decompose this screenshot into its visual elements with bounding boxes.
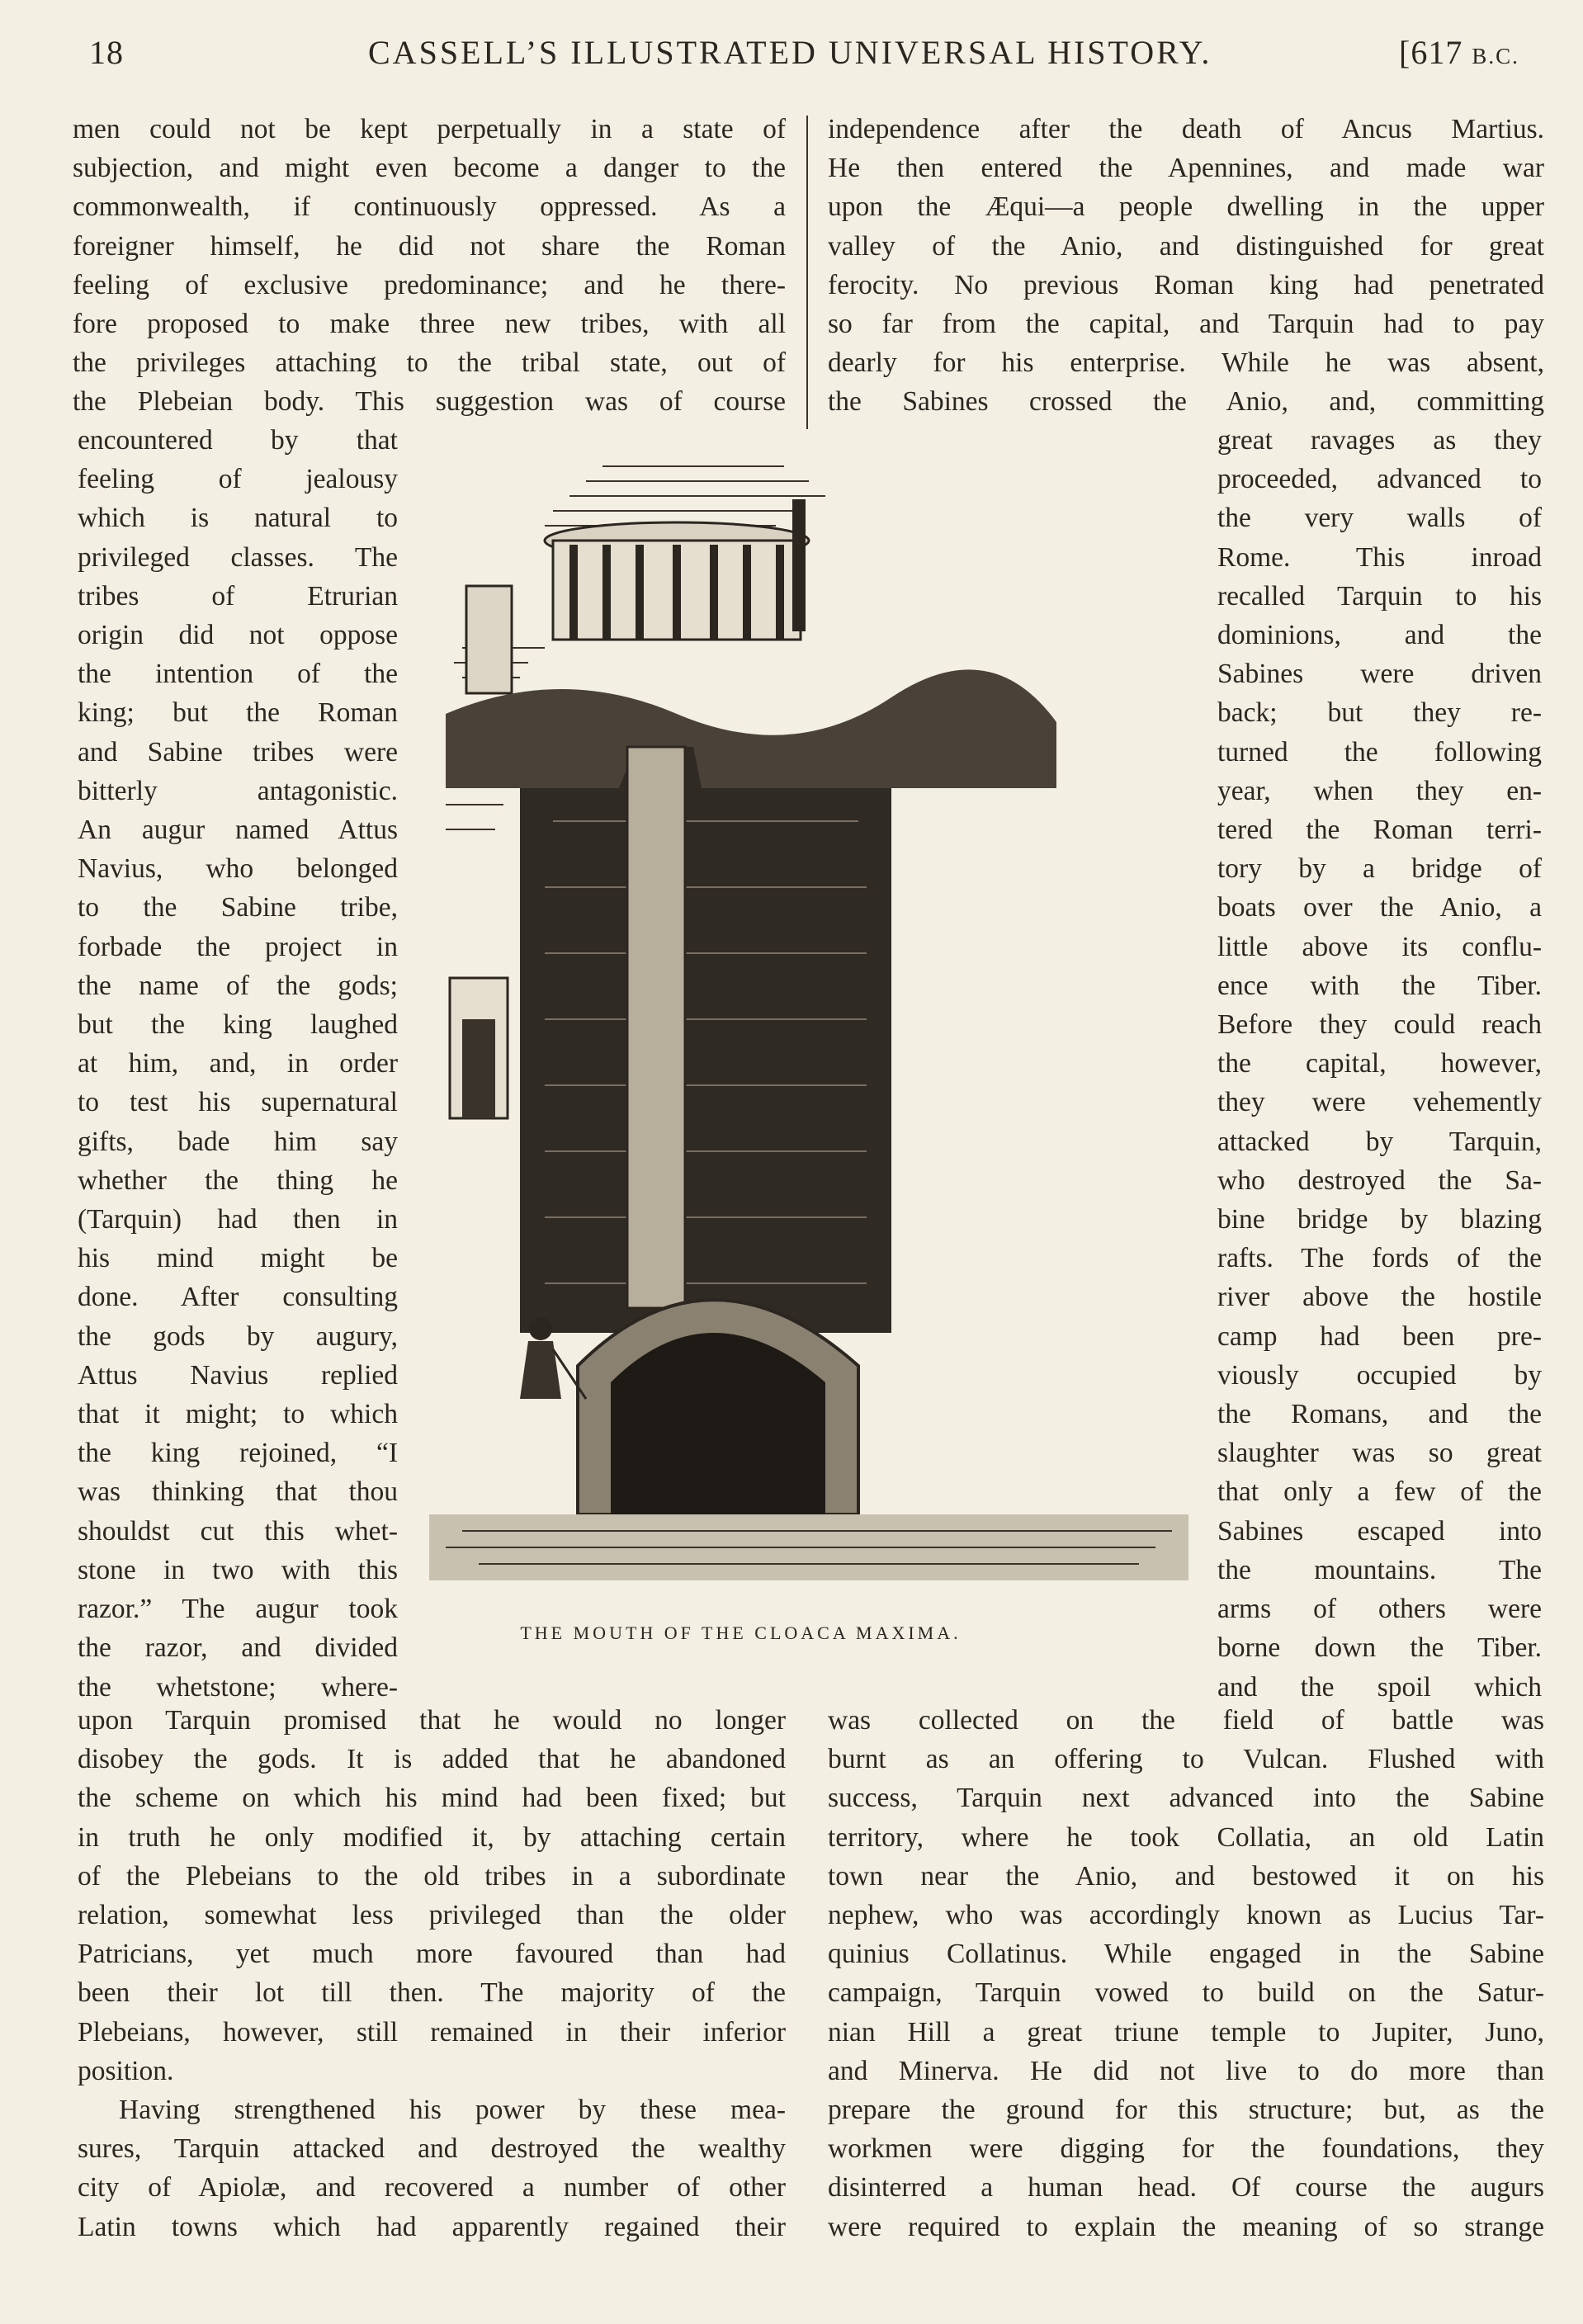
text-line: He then entered the Apennines, and made war [828,153,1544,184]
text-line: who destroyed the Sa- [1217,1164,1542,1196]
text-line: the scheme on which his mind had been fixed; but [78,1783,786,1814]
text-line: subjection, and might even become a danger to the [73,153,786,184]
text-line: men could not be kept perpetually in a state of [73,114,786,144]
text-line: territory, where he took Collatia, an old Latin [828,1821,1544,1853]
text-line: encountered by that [78,425,398,456]
text-line: the Romans, and the [1217,1399,1542,1430]
text-line: feeling of jealousy [78,464,398,495]
text-line: quinius Collatinus. While engaged in the Sabine [828,1939,1544,1970]
text-line: nian Hill a great triune temple to Jupiter, Juno, [828,2016,1544,2048]
text-line: turned the following [1217,736,1542,768]
text-line: so far from the capital, and Tarquin had to pay [828,309,1544,340]
text-line: little above its conflu- [1217,931,1542,962]
text-line: to test his supernatural [78,1087,398,1118]
text-line: that only a few of the [1217,1476,1542,1508]
cloaca-maxima-engraving [429,442,1188,1601]
text-line: prepare the ground for this structure; but, as the [828,2095,1544,2126]
text-line: bitterly antagonistic. [78,775,398,806]
left-column-narrow [78,421,398,1707]
text-line: fore proposed to make three new tribes, with all [73,309,786,340]
text-line: town near the Anio, and bestowed it on his [828,1860,1544,1892]
text-line: was collected on the field of battle was [828,1705,1544,1736]
text-line: privileged classes. The [78,541,398,573]
text-line: forbade the project in [78,931,398,962]
text-line: at him, and, in order [78,1048,398,1079]
text-line: the name of the gods; [78,970,398,1001]
text-line: success, Tarquin next advanced into the Sabine [828,1783,1544,1814]
text-line: disobey the gods. It is added that he abandoned [78,1744,786,1775]
text-line: but the king laughed [78,1009,398,1041]
text-line: stone in two with this [78,1554,398,1585]
right-column-narrow [1217,421,1542,1707]
text-line: whether the thing he [78,1164,398,1196]
text-line: foreigner himself, he did not share the Roman [73,230,786,262]
text-line: position. [78,2055,174,2086]
text-line: gifts, bade him say [78,1126,398,1157]
text-line: viously occupied by [1217,1359,1542,1391]
text-line: to the Sabine tribe, [78,892,398,923]
text-line: recalled Tarquin to his [1217,580,1542,612]
text-line: the intention of the [78,659,398,690]
right-column-bottom [828,1701,1544,2246]
text-line: relation, somewhat less privileged than the older [78,1900,786,1931]
text-line: king; but the Roman [78,697,398,729]
text-line: feeling of exclusive predominance; and he there- [73,269,786,300]
round-temple [545,499,809,640]
text-line: upon Tarquin promised that he would no longer [78,1705,786,1736]
text-line: attacked by Tarquin, [1217,1126,1542,1157]
text-line: the king rejoined, “I [78,1438,398,1469]
text-line: Latin towns which had apparently regained their [78,2211,786,2242]
text-line: Patricians, yet much more favoured than had [78,1939,786,1970]
text-line: and Minerva. He did not live to do more than [828,2055,1544,2086]
text-line: independence after the death of Ancus Martius. [828,114,1544,144]
text-line: ence with the Tiber. [1217,970,1542,1001]
text-line: (Tarquin) had then in [78,1204,398,1235]
text-line: rafts. The fords of the [1217,1243,1542,1274]
text-line: the capital, however, [1217,1048,1542,1079]
text-line: dearly for his enterprise. While he was absent, [828,347,1544,379]
text-line: workmen were digging for the foundations, they [828,2133,1544,2165]
text-line: been their lot till then. The majority of the [78,1977,786,2009]
text-line: was thinking that thou [78,1476,398,1508]
text-line: year, when they en- [1217,775,1542,806]
text-line: camp had been pre- [1217,1320,1542,1352]
text-line: proceeded, advanced to [1217,464,1542,495]
text-line: campaign, Tarquin vowed to build on the Satur- [828,1977,1544,2009]
text-line: Plebeians, however, still remained in their inferior [78,2016,786,2048]
text-line: burnt as an offering to Vulcan. Flushed with [828,1744,1544,1775]
text-line: Attus Navius replied [78,1359,398,1391]
text-line: that it might; to which [78,1399,398,1430]
text-line: Rome. This inroad [1217,541,1542,573]
text-line: ferocity. No previous Roman king had penetrated [828,269,1544,300]
text-line: done. After consulting [78,1282,398,1313]
text-line: Before they could reach [1217,1009,1542,1041]
text-line: great ravages as they [1217,425,1542,456]
text-line: the Plebeian body. This suggestion was of course [73,386,786,418]
text-line: nephew, who was accordingly known as Lucius Tar- [828,1900,1544,1931]
text-line: slaughter was so great [1217,1438,1542,1469]
page-number: 18 [89,34,124,71]
text-line: of the Plebeians to the old tribes in a subordinate [78,1860,786,1892]
left-column-bottom [78,1701,786,2246]
text-line: the very walls of [1217,503,1542,534]
text-line: the whetstone; where- [78,1671,398,1703]
text-line: they were vehemently [1217,1087,1542,1118]
text-line: tory by a bridge of [1217,853,1542,885]
text-line: and Sabine tribes were [78,736,398,768]
text-line: river above the hostile [1217,1282,1542,1313]
text-line: commonwealth, if continuously oppressed. As a [73,191,786,223]
text-line: boats over the Anio, a [1217,892,1542,923]
text-line: the mountains. The [1217,1554,1542,1585]
left-column-top [73,110,786,422]
text-line: Navius, who belonged [78,853,398,885]
text-line: Sabines escaped into [1217,1515,1542,1547]
text-line: upon the Æqui—a people dwelling in the upper [828,191,1544,223]
figure-caption: THE MOUTH OF THE CLOACA MAXIMA. [520,1623,962,1643]
date-year: [617 [1399,34,1463,71]
text-line: bine bridge by blazing [1217,1204,1542,1235]
text-line: the privileges attaching to the tribal state, out of [73,347,786,379]
text-line: back; but they re- [1217,697,1542,729]
text-line: Sabines were driven [1217,659,1542,690]
date-marker [1399,33,1519,72]
text-line: valley of the Anio, and distinguished for great [828,230,1544,262]
text-line: in truth he only modified it, by attaching certain [78,1821,786,1853]
text-line: his mind might be [78,1243,398,1274]
text-line: which is natural to [78,503,398,534]
running-title: CASSELL’S ILLUSTRATED UNIVERSAL HISTORY. [368,34,1212,71]
text-line: were required to explain the meaning of so strange [828,2211,1544,2242]
text-line: city of Apiolæ, and recovered a number of other [78,2172,786,2204]
text-line: disinterred a human head. Of course the augurs [828,2172,1544,2204]
text-line: borne down the Tiber. [1217,1632,1542,1664]
text-line: tered the Roman terri- [1217,815,1542,846]
text-line: arms of others were [1217,1594,1542,1625]
text-line: the razor, and divided [78,1632,398,1664]
date-era: B.C. [1472,44,1519,68]
text-line: the gods by augury, [78,1320,398,1352]
column-divider [806,116,808,429]
text-line: the Sabines crossed the Anio, and, committing [828,386,1544,418]
text-line: origin did not oppose [78,620,398,651]
text-line: razor.” The augur took [78,1594,398,1625]
text-line: sures, Tarquin attacked and destroyed the wealthy [78,2133,786,2165]
text-line: shouldst cut this whet- [78,1515,398,1547]
text-line: and the spoil which [1217,1671,1542,1703]
right-column-top [828,110,1544,422]
text-line: tribes of Etrurian [78,580,398,612]
text-line: dominions, and the [1217,620,1542,651]
text-line: Having strengthened his power by these mea- [119,2095,786,2126]
text-line: An augur named Attus [78,815,398,846]
